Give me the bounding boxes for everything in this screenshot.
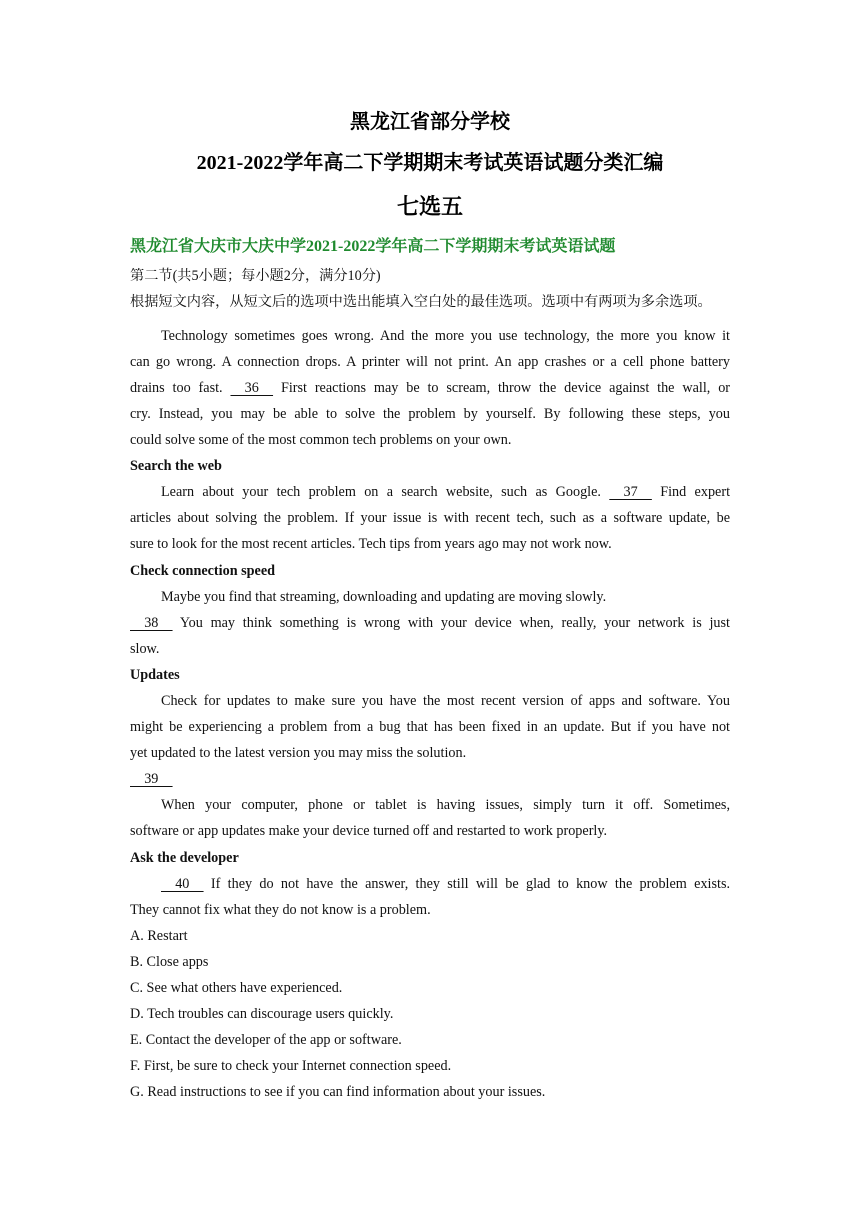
blank-37: 37 (609, 484, 652, 500)
p6-line2: They cannot fix what they do not know is a problem. (130, 902, 431, 918)
heading-updates: Updates (130, 667, 180, 683)
option-c: C. See what others have experienced. (130, 980, 343, 996)
option-g: G. Read instructions to see if you can find information about your issues. (130, 1084, 546, 1100)
blank-38: 38 (130, 615, 173, 631)
p1-line4: cry. Instead, you may be able to solve the problem by yourself. By following these steps, you (130, 406, 730, 422)
heading-ask-the-developer: Ask the developer (130, 850, 239, 866)
option-b: B. Close apps (130, 954, 209, 970)
heading-check-connection-speed: Check connection speed (130, 563, 276, 579)
p2-line1-end: Find expert (660, 484, 731, 500)
p3-line2 (130, 613, 730, 633)
p2-line2: articles about solving the problem. If your issue is with recent tech, such as a software update, be (130, 510, 730, 526)
p6-line1 (130, 874, 730, 894)
blank-39-line (130, 769, 730, 789)
instructions: 根据短文内容，从短文后的选项中选出能填入空白处的最佳选项。选项中有两项为多余选项。 (130, 294, 712, 310)
p3-line2-text: You may think something is wrong with your device when, really, your network is just (179, 615, 730, 631)
blank-36: 36 (230, 380, 274, 396)
doc-title-line3: 七选五 (396, 194, 463, 219)
blank-39: 39 (130, 771, 173, 787)
section-heading: 第二节(共5小题；每小题2分，满分10分) (130, 268, 381, 284)
p1-line2: can go wrong. A connection drops. A printer will not print. An app crashes or a cell phone battery (130, 354, 730, 370)
p3-line1: Maybe you find that streaming, downloading and updating are moving slowly. (161, 589, 607, 605)
p5-line1: When your computer, phone or tablet is having issues, simply turn it off. Sometimes, (161, 797, 730, 813)
blank-40: 40 (161, 876, 204, 892)
p2-line1 (130, 482, 730, 502)
p1-line1: Technology sometimes goes wrong. And the more you use technology, the more you know it (161, 328, 730, 344)
option-a: A. Restart (130, 928, 188, 944)
doc-title-line2: 2021-2022学年高二下学期期末考试英语试题分类汇编 (196, 152, 664, 174)
p4-line1: Check for updates to make sure you have the most recent version of apps and software. You (161, 693, 730, 709)
option-f: F. First, be sure to check your Internet connection speed. (130, 1058, 452, 1074)
exam-source-subtitle: 黑龙江省大庆市大庆中学2021-2022学年高二下学期期末考试英语试题 (130, 238, 616, 255)
p4-line3: yet updated to the latest version you may miss the solution. (130, 745, 467, 761)
heading-search-the-web: Search the web (130, 458, 222, 474)
p1-line3-start: drains too fast. (130, 380, 223, 396)
p4-line2: might be experiencing a problem from a bug that has been fixed in an update. But if you have not (130, 719, 730, 735)
p3-line3: slow. (130, 641, 160, 657)
p5-line2: software or app updates make your device turned off and restarted to work properly. (130, 823, 608, 839)
p1-line5: could solve some of the most common tech problems on your own. (130, 432, 512, 448)
option-d: D. Tech troubles can discourage users quickly. (130, 1006, 394, 1022)
doc-title-line1: 黑龙江省部分学校 (350, 111, 510, 133)
p6-line1-text: If they do not have the answer, they still will be glad to know the problem exists. (210, 876, 731, 892)
p1-line3-end: First reactions may be to scream, throw the device against the wall, or (280, 380, 731, 396)
option-e: E. Contact the developer of the app or software. (130, 1032, 402, 1048)
p2-line3: sure to look for the most recent articles. Tech tips from years ago may not work now. (130, 536, 612, 552)
p2-line1-start: Learn about your tech problem on a search website, such as Google. (161, 484, 601, 500)
p1-line3 (130, 378, 730, 398)
